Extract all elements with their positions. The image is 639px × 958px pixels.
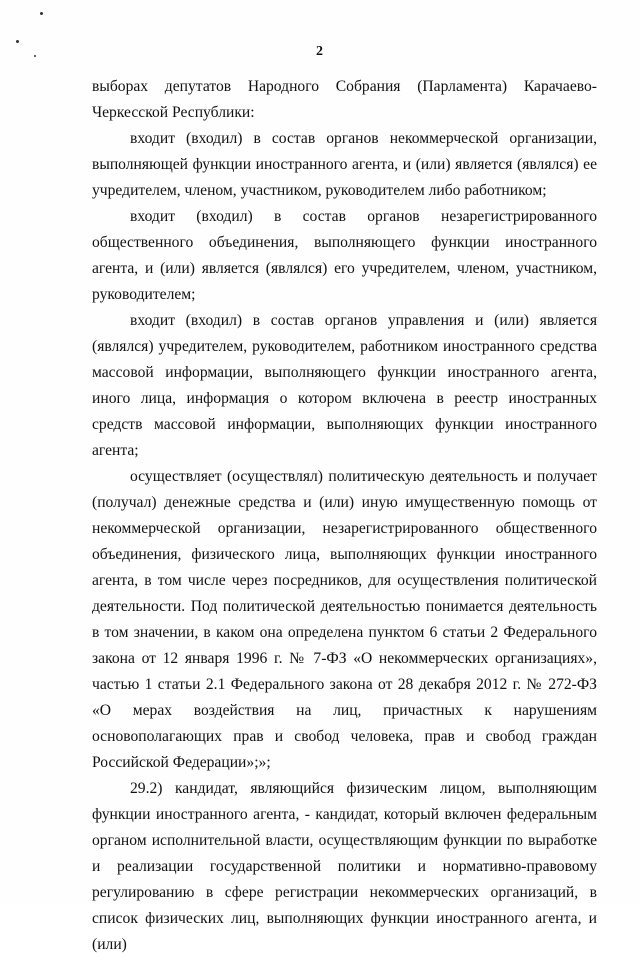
paragraph-29-2: 29.2) кандидат, являющийся физическим лицом, выполняющим функции иностранного агента, - кандидат, который включен федеральным органом исполнительной власти, осуществляющим функции по выработке и реализации государственной политики и нормативно-правовому регулированию в сфере регистрации некоммерческих организаций, в список физических лиц, выполняющих функции иностранного агента, и (или) bbox=[92, 780, 597, 953]
paragraph-nko-membership: входит (входил) в состав органов некоммерческой организации, выполняющей функции иностранного агента, и (или) является (являлся) ее учредителем, членом, участником, руководителем либо работником; bbox=[92, 130, 597, 199]
paragraph-unregistered-association: входит (входил) в состав органов незарегистрированного общественного объединения, выполняющего функции иностранного агента, и (или) является (являлся) его учредителем, членом, участником, руководителем; bbox=[92, 208, 597, 303]
page-number: 2 bbox=[316, 44, 323, 59]
scan-speck bbox=[40, 12, 43, 15]
paragraph-political-activity: осуществляет (осуществлял) политическую деятельность и получает (получал) денежные средства и (или) иную имущественную помощь от некоммерческой организации, незарегистрированного общественного объединения, физического лица, выполняющих функции иностранного агента, в том числе через посредников, для осуществления политической деятельности. Под политической деятельностью понимается деятельность в том значении, в каком она определена пунктом 6 статьи 2 Федерального закона от 12 января 1996 г. № 7-ФЗ «О некоммерческих организациях», частью 1 статьи 2.1 Федерального закона от 28 декабря 2012 г. № 272-ФЗ «О мерах воздействия на лиц, причастных к нарушениям основополагающих прав и свобод человека, прав и свобод граждан Российской Федерации»;»; bbox=[92, 468, 597, 771]
scan-speck bbox=[16, 40, 19, 43]
paragraph-foreign-media: входит (входил) в состав органов управления и (или) является (являлся) учредителем, руководителем, работником иностранного средства массовой информации, выполняющего функции иностранного агента, иного лица, информация о котором включена в реестр иностранных средств массовой информации, выполняющих функции иностранного агента; bbox=[92, 312, 597, 459]
document-body bbox=[92, 74, 597, 958]
paragraph-continuation: выборах депутатов Народного Собрания (Парламента) Карачаево-Черкесской Республики: bbox=[92, 78, 597, 121]
